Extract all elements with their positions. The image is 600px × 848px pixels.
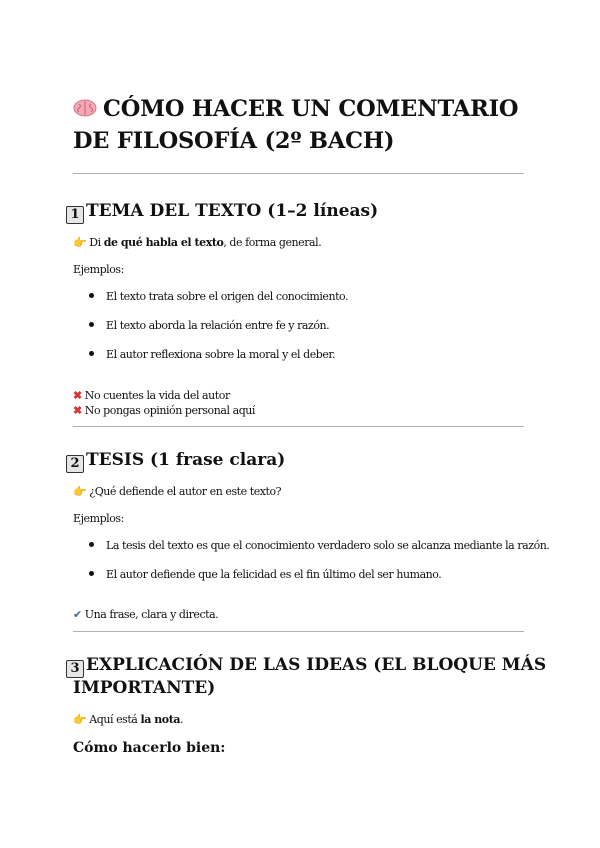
divider [73, 173, 524, 174]
check-mark-icon: ✔ [73, 608, 82, 621]
section-1-examples-label: Ejemplos: [73, 263, 124, 276]
title-line-1 [73, 93, 543, 125]
section-1-intro-bold: de qué habla el texto [103, 236, 224, 249]
keycap-3-icon: 3 [66, 660, 84, 678]
bullet-icon [89, 351, 94, 356]
warning-line: ✖ No cuentes la vida del autor [73, 389, 230, 402]
cross-mark-icon: ✖ [73, 404, 82, 417]
section-1-intro: 👉 Di de qué habla el texto, de forma general. [73, 236, 322, 249]
section-1-heading-text: TEMA DEL TEXTO (1–2 líneas) [86, 201, 379, 221]
pointing-hand-icon: 👉 [73, 485, 87, 498]
section-2-heading-text: TESIS (1 frase clara) [86, 450, 286, 470]
title-text-line-1: CÓMO HACER UN COMENTARIO [103, 96, 519, 122]
section-2-intro: 👉 ¿Qué defiende el autor en este texto? [73, 485, 282, 498]
section-3-intro-bold: la nota [140, 713, 180, 726]
keycap-2-icon: 2 [66, 455, 84, 473]
pointing-hand-icon: 👉 [73, 236, 87, 249]
bullet-icon [89, 571, 94, 576]
warning-line: ✖ No pongas opinión personal aquí [73, 404, 255, 417]
bullet-icon [89, 293, 94, 298]
pointing-hand-icon: 👉 [73, 713, 87, 726]
cross-mark-icon: ✖ [73, 389, 82, 402]
page-title [73, 93, 543, 157]
section-2-examples-label: Ejemplos: [73, 512, 124, 525]
section-1-heading [66, 200, 378, 224]
section-3-heading [66, 654, 546, 678]
divider [73, 631, 524, 632]
section-3-heading-text: EXPLICACIÓN DE LAS IDEAS (EL BLOQUE MÁS [86, 655, 547, 675]
section-3-intro: 👉 Aquí está la nota. [73, 713, 184, 726]
list-item: El texto trata sobre el origen del conocimiento. [89, 289, 348, 304]
list-item: La tesis del texto es que el conocimiento verdadero solo se alcanza mediante la razón. [89, 538, 549, 553]
bullet-icon [89, 322, 94, 327]
list-item: El autor defiende que la felicidad es el fin último del ser humano. [89, 567, 441, 582]
keycap-1-icon: 1 [66, 206, 84, 224]
bullet-icon [89, 542, 94, 547]
section-2-heading [66, 449, 285, 473]
divider [73, 426, 524, 427]
list-item: El texto aborda la relación entre fe y razón. [89, 318, 329, 333]
section-3-subheading: Cómo hacerlo bien: [73, 740, 226, 756]
section-3-heading-line-2: IMPORTANTE) [73, 678, 216, 698]
list-item: El autor reflexiona sobre la moral y el deber. [89, 347, 335, 362]
section-2-tip: ✔ Una frase, clara y directa. [73, 608, 219, 621]
title-line-2: DE FILOSOFÍA (2º BACH) [73, 128, 395, 154]
brain-icon [73, 99, 97, 117]
